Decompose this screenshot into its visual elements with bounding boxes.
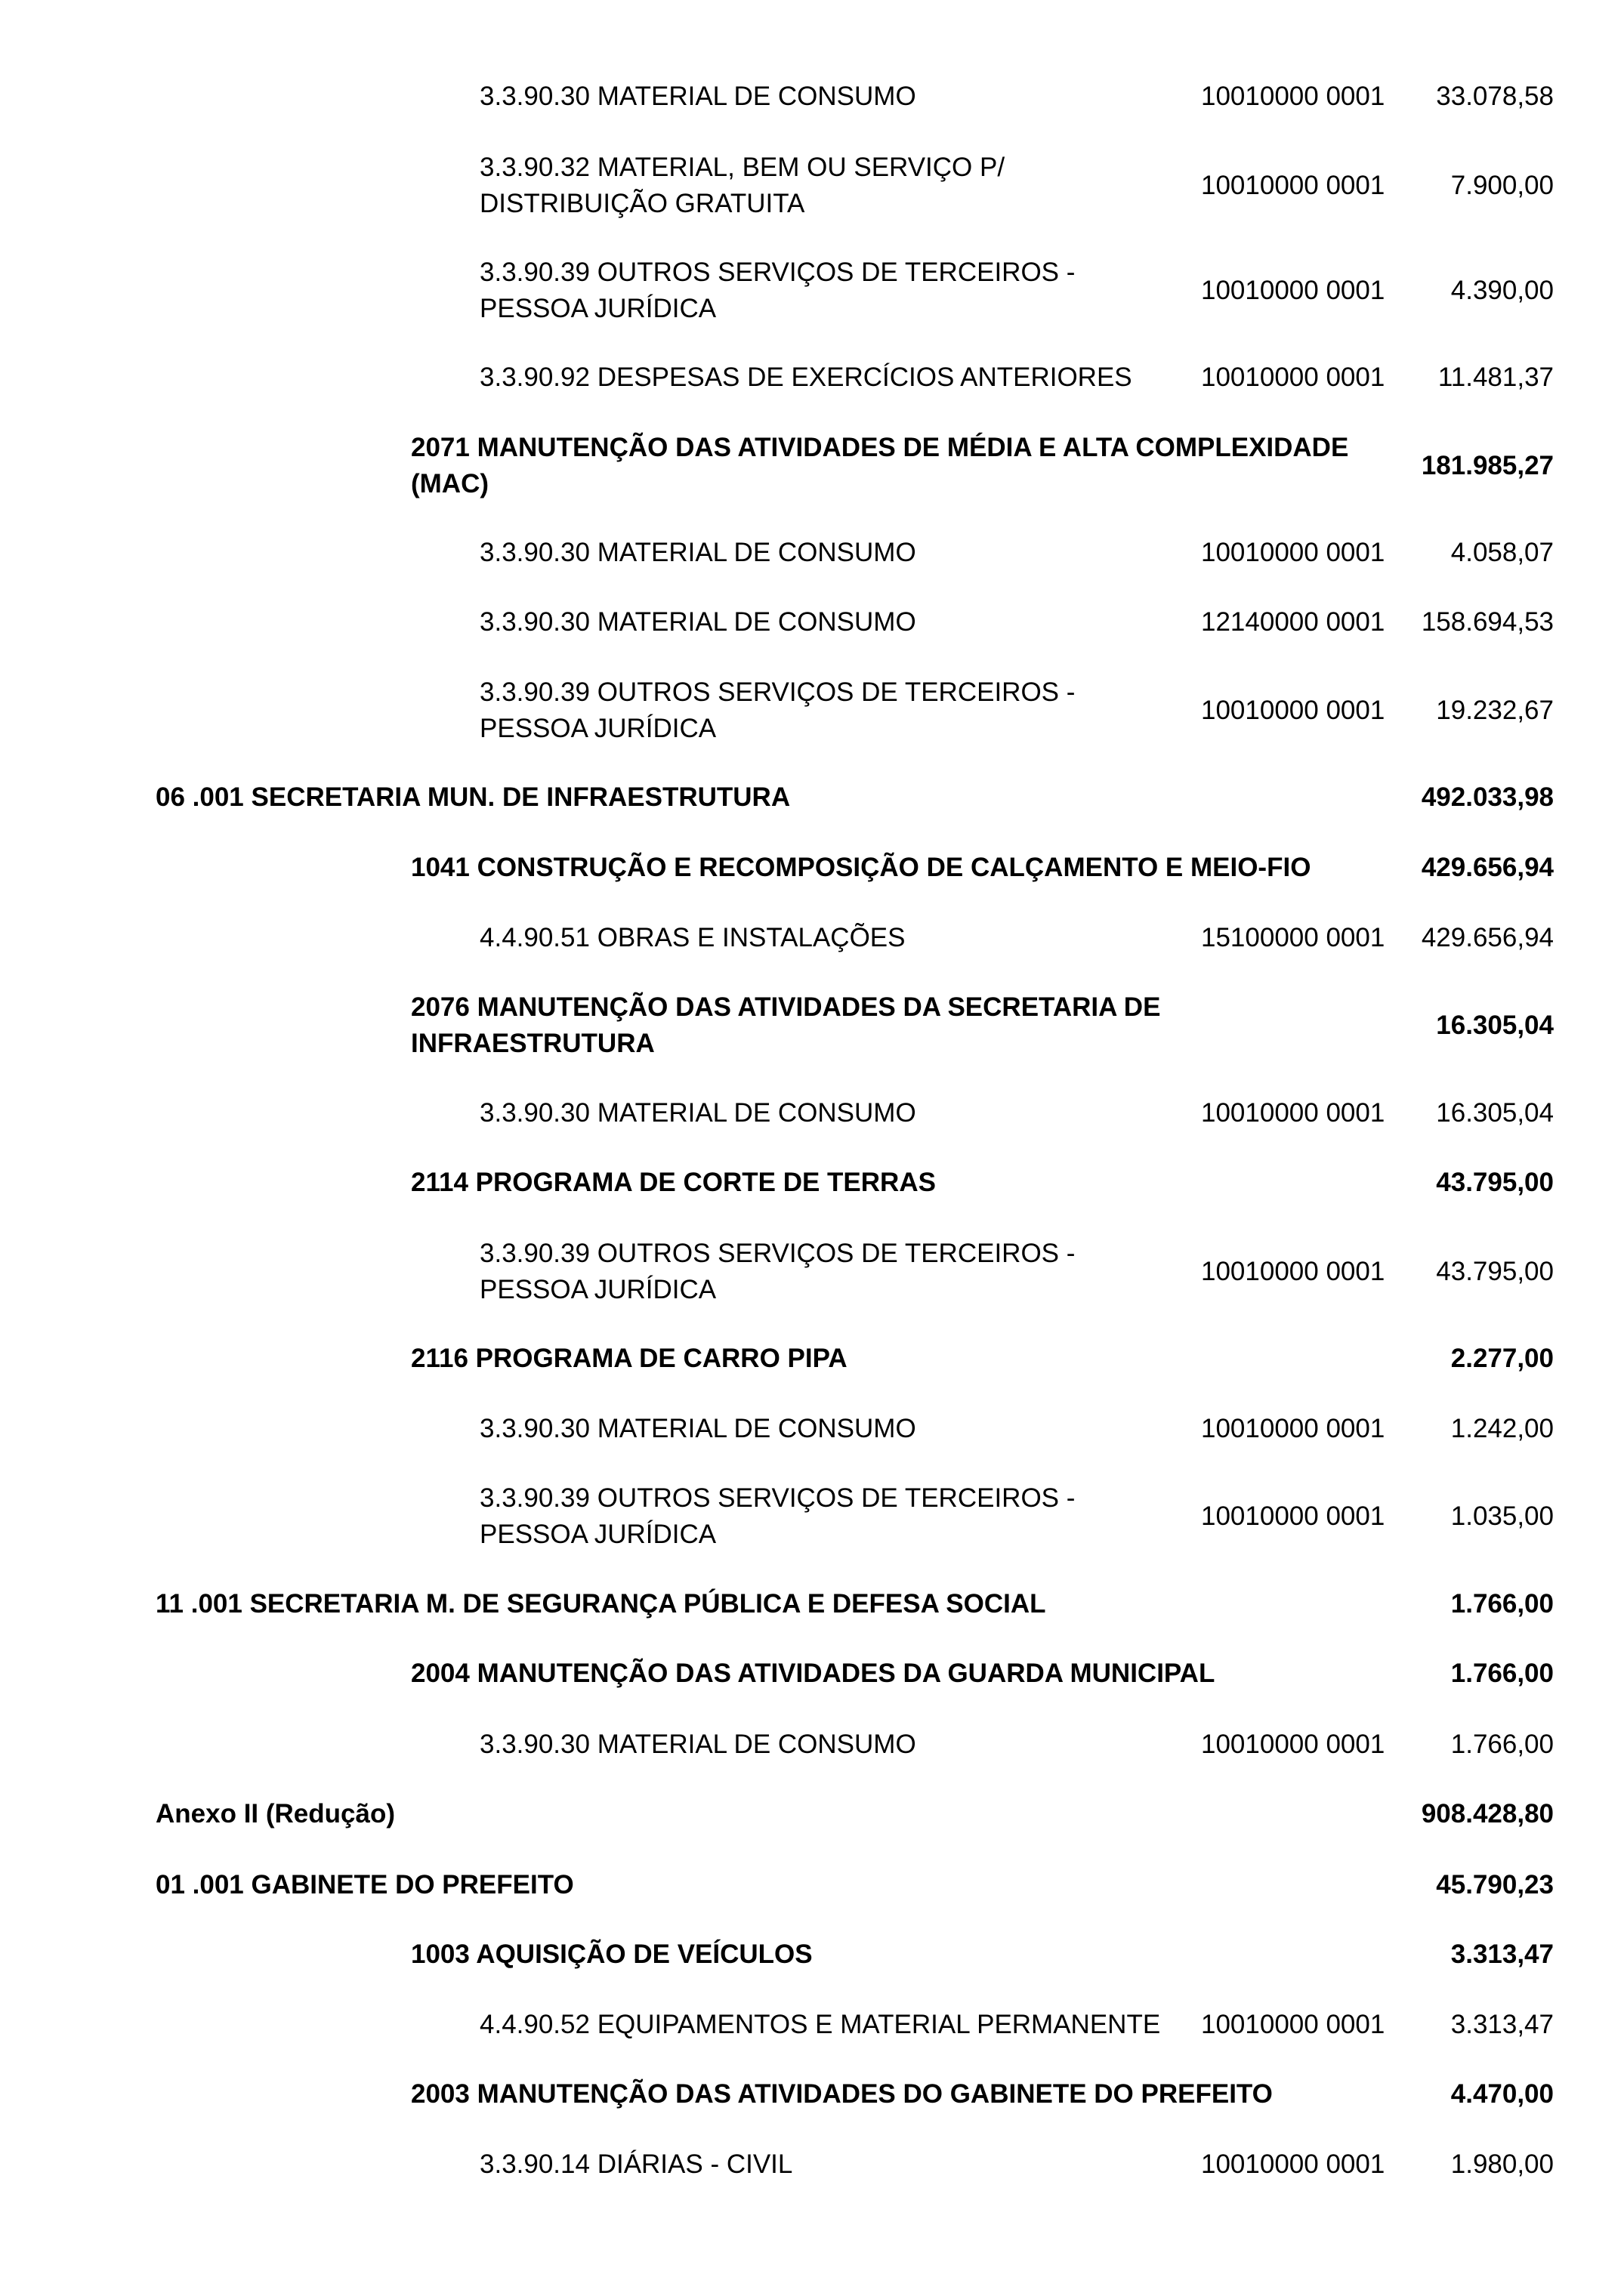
row-amount: 43.795,00 xyxy=(1436,1168,1554,1197)
row-description: 2004 MANUTENÇÃO DAS ATIVIDADES DA GUARDA MUNICIPAL xyxy=(411,1659,1215,1688)
row-amount: 492.033,98 xyxy=(1421,782,1554,812)
row-amount: 1.035,00 xyxy=(1450,1501,1554,1531)
expense-row xyxy=(0,1411,1624,1447)
resource-code: 10010000 0001 xyxy=(1201,1730,1385,1759)
expense-row xyxy=(0,79,1624,115)
resource-code: 10010000 0001 xyxy=(1201,363,1385,392)
section-row xyxy=(0,1796,1624,1832)
expense-row xyxy=(0,604,1624,640)
section-row xyxy=(0,1586,1624,1622)
expense-row xyxy=(0,1095,1624,1131)
resource-code: 10010000 0001 xyxy=(1201,1501,1385,1531)
expense-row xyxy=(0,360,1624,396)
row-amount: 1.766,00 xyxy=(1450,1589,1554,1619)
row-amount: 429.656,94 xyxy=(1421,923,1554,952)
row-amount: 16.305,04 xyxy=(1436,1098,1554,1128)
row-amount: 3.313,47 xyxy=(1450,2010,1554,2039)
row-amount: 429.656,94 xyxy=(1421,853,1554,882)
resource-code: 10010000 0001 xyxy=(1201,696,1385,725)
resource-code: 10010000 0001 xyxy=(1201,82,1385,111)
row-amount: 2.277,00 xyxy=(1450,1344,1554,1373)
resource-code: 10010000 0001 xyxy=(1201,2149,1385,2179)
row-amount: 43.795,00 xyxy=(1436,1257,1554,1286)
row-description: 3.3.90.30 MATERIAL DE CONSUMO xyxy=(480,1414,916,1443)
row-amount: 4.058,07 xyxy=(1450,538,1554,567)
row-amount: 33.078,58 xyxy=(1436,82,1554,111)
row-description: 2003 MANUTENÇÃO DAS ATIVIDADES DO GABINETE DO PREFEITO xyxy=(411,2079,1273,2109)
expense-row xyxy=(0,255,1624,327)
action-row xyxy=(0,1165,1624,1201)
row-description: 3.3.90.30 MATERIAL DE CONSUMO xyxy=(480,1098,916,1128)
row-amount: 4.390,00 xyxy=(1450,276,1554,305)
row-description: 3.3.90.92 DESPESAS DE EXERCÍCIOS ANTERIORES xyxy=(480,363,1132,392)
row-amount: 1.766,00 xyxy=(1450,1659,1554,1688)
row-description: 3.3.90.39 OUTROS SERVIÇOS DE TERCEIROS - PESSOA JURÍDICA xyxy=(480,677,1076,743)
row-description: 3.3.90.32 MATERIAL, BEM OU SERVIÇO P/ DISTRIBUIÇÃO GRATUITA xyxy=(480,153,1005,218)
resource-code: 15100000 0001 xyxy=(1201,923,1385,952)
action-row xyxy=(0,1656,1624,1692)
expense-row xyxy=(0,535,1624,571)
expense-row xyxy=(0,920,1624,956)
action-row xyxy=(0,989,1624,1062)
row-amount: 4.470,00 xyxy=(1450,2079,1554,2109)
section-row xyxy=(0,1867,1624,1903)
row-description: 06 .001 SECRETARIA MUN. DE INFRAESTRUTURA xyxy=(156,782,791,812)
row-description: 3.3.90.30 MATERIAL DE CONSUMO xyxy=(480,82,916,111)
row-amount: 1.766,00 xyxy=(1450,1730,1554,1759)
row-description: 1003 AQUISIÇÃO DE VEÍCULOS xyxy=(411,1940,813,1969)
row-description: 3.3.90.30 MATERIAL DE CONSUMO xyxy=(480,1730,916,1759)
resource-code: 10010000 0001 xyxy=(1201,2010,1385,2039)
resource-code: 10010000 0001 xyxy=(1201,171,1385,200)
row-amount: 1.980,00 xyxy=(1450,2149,1554,2179)
row-description: 2114 PROGRAMA DE CORTE DE TERRAS xyxy=(411,1168,936,1197)
action-row xyxy=(0,1936,1624,1973)
expense-row xyxy=(0,674,1624,747)
resource-code: 12140000 0001 xyxy=(1201,607,1385,637)
action-row xyxy=(0,2076,1624,2112)
row-description: 4.4.90.52 EQUIPAMENTOS E MATERIAL PERMANENTE xyxy=(480,2010,1161,2039)
row-description: 3.3.90.14 DIÁRIAS - CIVIL xyxy=(480,2149,793,2179)
row-amount: 19.232,67 xyxy=(1436,696,1554,725)
expense-row xyxy=(0,150,1624,222)
row-description: 1041 CONSTRUÇÃO E RECOMPOSIÇÃO DE CALÇAMENTO E MEIO-FIO xyxy=(411,853,1311,882)
row-description: 3.3.90.30 MATERIAL DE CONSUMO xyxy=(480,607,916,637)
expense-row xyxy=(0,1727,1624,1763)
row-description: Anexo II (Redução) xyxy=(156,1799,395,1828)
row-amount: 11.481,37 xyxy=(1437,363,1554,392)
row-description: 3.3.90.39 OUTROS SERVIÇOS DE TERCEIROS - PESSOA JURÍDICA xyxy=(480,1483,1076,1549)
row-amount: 45.790,23 xyxy=(1436,1870,1554,1899)
row-amount: 1.242,00 xyxy=(1450,1414,1554,1443)
row-amount: 181.985,27 xyxy=(1421,451,1554,480)
action-row xyxy=(0,430,1624,502)
resource-code: 10010000 0001 xyxy=(1201,1098,1385,1128)
row-amount: 3.313,47 xyxy=(1450,1940,1554,1969)
row-description: 3.3.90.39 OUTROS SERVIÇOS DE TERCEIROS - PESSOA JURÍDICA xyxy=(480,258,1076,323)
row-description: 2116 PROGRAMA DE CARRO PIPA xyxy=(411,1344,848,1373)
row-amount: 16.305,04 xyxy=(1436,1011,1554,1040)
row-description: 2071 MANUTENÇÃO DAS ATIVIDADES DE MÉDIA E ALTA COMPLEXIDADE (MAC) xyxy=(411,433,1349,498)
expense-row xyxy=(0,2146,1624,2183)
action-row xyxy=(0,850,1624,886)
expense-row xyxy=(0,1480,1624,1553)
row-amount: 7.900,00 xyxy=(1450,171,1554,200)
row-description: 01 .001 GABINETE DO PREFEITO xyxy=(156,1870,574,1899)
row-description: 3.3.90.30 MATERIAL DE CONSUMO xyxy=(480,538,916,567)
row-amount: 158.694,53 xyxy=(1421,607,1554,637)
action-row xyxy=(0,1341,1624,1377)
expense-row xyxy=(0,1236,1624,1308)
resource-code: 10010000 0001 xyxy=(1201,1414,1385,1443)
row-amount: 908.428,80 xyxy=(1421,1799,1554,1828)
resource-code: 10010000 0001 xyxy=(1201,1257,1385,1286)
row-description: 11 .001 SECRETARIA M. DE SEGURANÇA PÚBLICA E DEFESA SOCIAL xyxy=(156,1589,1046,1619)
row-description: 3.3.90.39 OUTROS SERVIÇOS DE TERCEIROS - PESSOA JURÍDICA xyxy=(480,1239,1076,1304)
section-row xyxy=(0,779,1624,816)
row-description: 4.4.90.51 OBRAS E INSTALAÇÕES xyxy=(480,923,906,952)
row-description: 2076 MANUTENÇÃO DAS ATIVIDADES DA SECRETARIA DE INFRAESTRUTURA xyxy=(411,992,1161,1058)
resource-code: 10010000 0001 xyxy=(1201,538,1385,567)
expense-row xyxy=(0,2007,1624,2043)
resource-code: 10010000 0001 xyxy=(1201,276,1385,305)
